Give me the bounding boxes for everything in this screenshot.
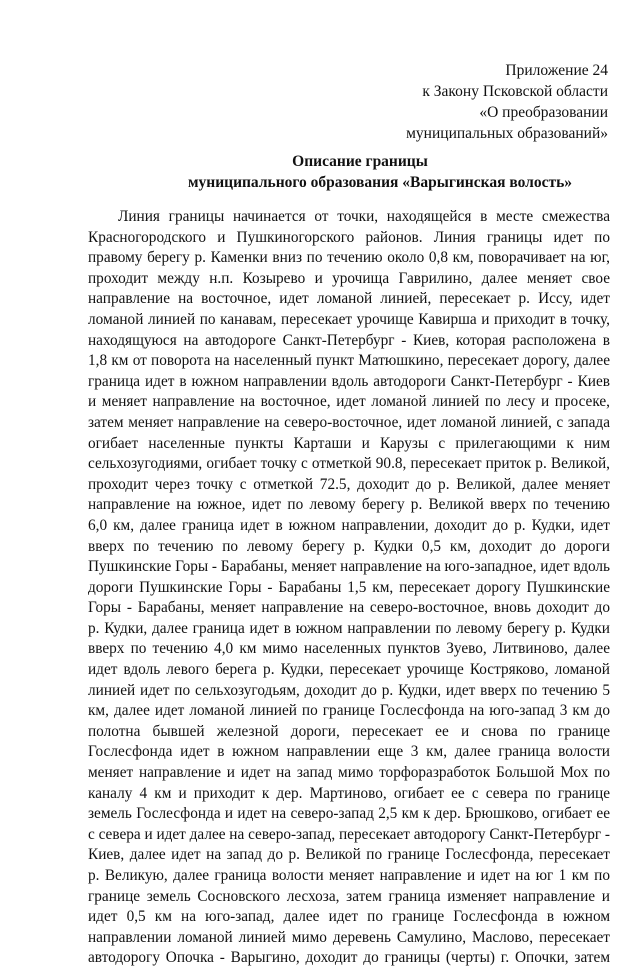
body-line: Красногородского и Пушкиногорского районов. Линия границы идет по (88, 228, 610, 246)
body-line: ломаной линией по канавам, пересекает урочище Кавирша и приходит в точку, (88, 310, 610, 328)
title-line: муниципального образования «Варыгинская волость» (187, 174, 573, 191)
body-line: р. Великую, далее граница волости меняет направление и идет на юг 1 км по (88, 867, 610, 884)
body-line: полотна бывшей железной дороги, пересекает ее и снова по границе (88, 722, 610, 740)
appendix-line: к Закону Псковской области (422, 83, 608, 100)
body-line: границе земель Сосновского лесхоза, затем граница изменяет направление и (88, 887, 610, 905)
body-line: меняет направление и идет на запад мимо торфоразработок Большой Мох по (88, 764, 610, 782)
body-line: и меняет направление на восточное, идет ломаной линией по лесу и просеке, (88, 393, 610, 411)
body-line: р. Кудки, далее граница идет в южном направлении по левому берегу р. Кудки (88, 619, 610, 637)
body-line: затем меняет направление на северо-восточное, идет ломаной линией, с запада (88, 413, 610, 431)
body-line: Линия границы начинается от точки, находящейся в месте смежества (118, 208, 610, 225)
title-line: Описание границы (292, 153, 428, 170)
appendix-line: муниципальных образований» (406, 125, 608, 142)
appendix-line: «О преобразовании (479, 104, 608, 121)
appendix-header (308, 60, 608, 144)
body-line: дороги Пушкинские Горы - Барабаны 1,5 км, пересекает дорогу Пушкинские (88, 578, 610, 596)
body-line: идет вдоль левого берега р. Кудки, пересекает урочище Костряково, ломаной (88, 661, 610, 679)
body-line: находящуюся на автодороге Санкт-Петербург - Киев, которая расположена в (88, 331, 610, 349)
body-line: направлении ломаной линией мимо деревень Самулино, Маслово, пересекает (88, 928, 610, 946)
body-line: 1,8 км от поворота на населенный пункт Матюшкино, пересекает дорогу, далее (88, 352, 610, 370)
body-line: км, далее идет ломаной линией по границе Гослесфонда на юго-запад 3 км до (88, 702, 610, 720)
body-line: Гослесфонда идет в южном направлении еще 3 км, далее граница волости (88, 743, 610, 761)
body-line: Киев, далее идет на запад до р. Великой по границе Гослесфонда, пересекает (88, 846, 610, 864)
appendix-line: Приложение 24 (505, 62, 608, 79)
body-line: земель Гослесфонда и идет на северо-запад 2,5 км к дер. Брюшково, огибает ее (88, 805, 610, 823)
body-paragraph (88, 207, 610, 969)
body-line: идет 0,5 км на юго-запад, далее идет по границе Гослесфонда в южном (88, 908, 610, 926)
body-line: направление на южное, идет по левому берегу р. Великой вверх по течению (88, 496, 610, 514)
body-line: Пушкинские Горы - Барабаны, меняет направление на юго-западное, идет вдоль (88, 558, 610, 576)
body-line: Горы - Барабаны, меняет направление на северо-восточное, вновь доходит до (88, 599, 610, 617)
body-line: сельхозугодиями, огибает точку с отметкой 90.8, пересекает приток р. Великой, (88, 455, 610, 473)
body-line: проходит через точку с отметкой 72.5, доходит до р. Великой, далее меняет (88, 475, 610, 493)
body-line: проходит между н.п. Козырево и урочища Гаврилино, далее меняет свое (88, 269, 610, 287)
body-line: каналу 4 км и приходит к дер. Мартиново, огибает ее с севера по границе (88, 784, 610, 802)
body-line: вверх по течению 4,0 км мимо населенных пунктов Зуево, Литвиново, далее (88, 640, 610, 658)
body-line: линией идет по сельхозугодьям, доходит до р. Кудки, идет вверх по течению 5 (88, 681, 610, 699)
body-line: правому берегу р. Каменки вниз по течению около 0,8 км, поворачивает на юг, (88, 249, 610, 267)
body-line: направление на восточное, идет ломаной линией, пересекает р. Иссу, идет (88, 290, 610, 308)
body-line: огибает населенные пункты Карташи и Карузы с прилегающими к ним (88, 434, 610, 452)
body-line: 6,0 км, далее граница идет в южном направлении, доходит до р. Кудки, идет (88, 516, 610, 534)
body-line: автодорогу Опочка - Варыгино, доходит до границы (черты) г. Опочки, затем (88, 949, 610, 967)
body-line: вверх по течению по левому берегу р. Кудки 0,5 км, доходит до дороги (88, 537, 610, 555)
body-line: граница идет в южном направлении вдоль автодороги Санкт-Петербург - Киев (88, 372, 610, 390)
body-line: с севера и идет далее на северо-запад, пересекает автодорогу Санкт-Петербург - (88, 825, 610, 843)
document-title (0, 151, 640, 193)
